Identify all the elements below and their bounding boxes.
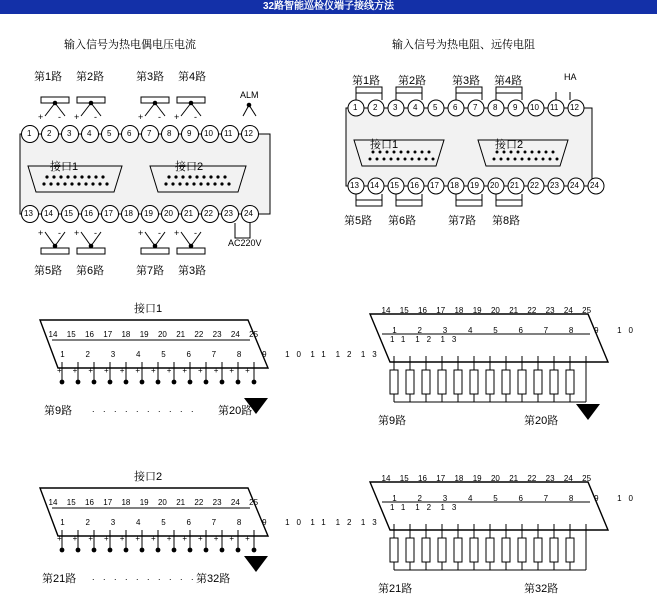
t: 10 [285,518,309,527]
t: 23 [545,306,555,315]
top-right-channel-8: 第8路 [492,215,521,227]
bottom-left-upper-row [45,498,262,507]
top-left-alm-label: ALM [240,90,259,100]
t: 25 [249,330,259,339]
top-left-channel-7: 第7路 [136,265,165,277]
mid-right-lower-row [390,326,657,344]
t: 9 [262,518,274,527]
t: 25 [582,306,592,315]
t: 16 [418,474,427,483]
t: 22 [527,306,537,315]
top-left-terminal: 22 [204,209,213,218]
t: 15 [66,498,76,507]
t: 16 [85,330,94,339]
t: 3 [442,326,455,335]
top-right-terminal: 23 [550,181,559,190]
top-right-channel-1: 第1路 [352,75,381,87]
t: 18 [454,474,464,483]
t: 22 [194,330,204,339]
t: 11 [310,350,333,359]
t: 17 [436,474,446,483]
t: 13 [440,335,464,344]
t: 1 [392,326,404,335]
top-left-terminal: 15 [64,209,73,218]
t: 17 [103,498,113,507]
mid-right-range-end: 第20路 [524,415,559,427]
top-right-terminal: 14 [370,181,379,190]
t: 3 [110,350,123,359]
top-left-channel-4: 第4路 [178,71,207,83]
t: 6 [518,494,530,503]
top-left-terminal: 23 [224,209,233,218]
t: 13 [440,503,464,512]
top-left-terminal: 18 [124,209,133,218]
t: 20 [490,306,500,315]
t: 12 [415,335,439,344]
t: 1 [60,350,72,359]
polarity-plus-5: + [38,228,44,238]
polarity-plus-6: + [74,228,80,238]
top-left-terminal: 9 [187,129,192,138]
top-right-terminal: 8 [493,103,498,112]
t: 23 [212,330,222,339]
t: 7 [211,350,224,359]
t: 9 [262,350,274,359]
top-right-terminal: 21 [510,181,519,190]
top-left-channel-5: 第5路 [34,265,63,277]
top-right-terminal: 7 [473,103,478,112]
t: 22 [194,498,204,507]
polarity-plus-2: + [74,112,80,122]
mid-left-range-start: 第9路 [44,405,73,417]
t: 20 [490,474,500,483]
top-right-connector-1-label: 接口1 [370,139,399,151]
t: 12 [335,350,359,359]
t: 2 [85,518,97,527]
top-left-terminal: 14 [44,209,53,218]
t: 24 [230,330,240,339]
t: 6 [186,518,198,527]
t: 23 [212,498,222,507]
t: 4 [467,326,480,335]
bottom-right-upper-row [378,474,595,483]
t: 8 [236,350,249,359]
mid-right-upper-row [378,306,595,315]
top-right-terminal: 5 [433,103,438,112]
t: 24 [230,498,240,507]
top-left-channel-8: 第3路 [178,265,207,277]
t: 14 [381,306,391,315]
t: 16 [85,498,94,507]
t: 19 [139,330,149,339]
polarity-plus-3: + [138,112,144,122]
top-right-terminal: 15 [390,181,399,190]
t: 18 [454,306,464,315]
t: 4 [135,518,148,527]
polarity-minus-3: - [158,112,161,122]
top-left-caption: 输入信号为热电偶电压电流 [64,39,196,51]
top-right-channel-7: 第7路 [448,215,477,227]
polarity-plus-4: + [174,112,180,122]
top-right-channel-2: 第2路 [398,75,427,87]
top-right-terminal: 12 [570,103,579,112]
t: 3 [442,494,455,503]
top-left-terminal: 21 [184,209,193,218]
top-left-terminal: 3 [67,129,72,138]
top-left-terminal: 4 [87,129,92,138]
top-left-terminal: 24 [244,209,253,218]
t: 2 [85,350,97,359]
page-title: 32路智能巡检仪端子接线方法 [0,0,657,14]
top-left-terminal: 19 [144,209,153,218]
t: 20 [157,330,167,339]
top-left-terminal: 2 [47,129,52,138]
t: 16 [418,306,427,315]
t: 25 [582,474,592,483]
t: 8 [568,494,581,503]
top-left-terminal: 16 [84,209,93,218]
t: 15 [399,306,409,315]
top-left-terminal: 17 [104,209,113,218]
t: 25 [249,498,259,507]
t: 2 [417,326,429,335]
bottom-right-diagram [340,468,640,593]
top-left-channel-2: 第2路 [76,71,105,83]
top-right-terminal: 19 [470,181,479,190]
bottom-right-range-end: 第32路 [524,583,559,595]
t: 5 [161,518,173,527]
t: 3 [110,518,123,527]
top-right-terminal: 2 [373,103,378,112]
t: 15 [399,474,409,483]
top-right-terminal: 20 [490,181,499,190]
t: 10 [285,350,309,359]
t: 22 [527,474,537,483]
mid-left-connector-label: 接口1 [134,303,163,315]
top-right-caption: 输入信号为热电阻、远传电阻 [392,39,535,51]
polarity-minus-4: - [194,112,197,122]
t: 11 [390,503,413,512]
top-right-terminal: 17 [430,181,439,190]
t: 13 [360,518,384,527]
top-right-channel-4: 第4路 [494,75,523,87]
top-right-ha-label: HA [564,72,577,82]
top-left-terminal: 8 [167,129,172,138]
top-left-channel-6: 第6路 [76,265,105,277]
polarity-minus-1: - [58,112,61,122]
mid-left-lower-row [58,350,384,359]
t: 19 [472,306,482,315]
t: 8 [236,518,249,527]
t: 14 [48,330,58,339]
t: 7 [543,494,556,503]
t: 12 [335,518,359,527]
bottom-left-connector-label: 接口2 [134,471,163,483]
t: 5 [161,350,173,359]
top-right-connector-2-label: 接口2 [495,139,524,151]
polarity-minus-2: - [94,112,97,122]
top-right-terminal: 3 [393,103,398,112]
top-left-terminal: 1 [27,129,32,138]
mid-right-diagram [340,300,640,425]
bottom-left-dots: . . . . . . . . . . [92,572,197,582]
top-left-channel-1: 第1路 [34,71,63,83]
t: 11 [310,518,333,527]
t: 21 [176,330,186,339]
t: 12 [415,503,439,512]
top-left-terminal: 10 [204,129,213,138]
polarity-plus-1: + [38,112,44,122]
t: 4 [467,494,480,503]
polarity-plus-8: + [174,228,180,238]
t: 19 [472,474,482,483]
top-left-power-label: AC220V [228,238,262,248]
mid-left-range-end: 第20路 [218,405,253,417]
polarity-minus-6: - [94,228,97,238]
top-right-terminal: 1 [353,103,358,112]
mid-left-plus-row: +++++++++++++ [57,366,261,375]
top-left-terminal: 11 [224,129,233,138]
t: 10 [617,494,641,503]
polarity-minus-7: - [158,228,161,238]
top-right-channel-6: 第6路 [388,215,417,227]
t: 7 [211,518,224,527]
top-left-connector-1-label: 接口1 [50,161,79,173]
mid-left-upper-row [45,330,262,339]
top-right-terminal: 10 [530,103,539,112]
top-right-terminal: 13 [350,181,359,190]
top-right-terminal: 16 [410,181,419,190]
t: 10 [617,326,641,335]
t: 17 [436,306,446,315]
t: 11 [390,335,413,344]
mid-left-dots: . . . . . . . . . . [92,404,197,414]
bottom-left-lower-row [58,518,384,527]
top-right-terminal: 11 [550,103,559,112]
top-right-terminal-24: 24 [590,181,599,190]
t: 20 [157,498,167,507]
t: 24 [563,474,573,483]
t: 14 [48,498,58,507]
bottom-right-range-start: 第21路 [378,583,413,595]
top-right-channel-3: 第3路 [452,75,481,87]
top-left-terminal: 6 [127,129,132,138]
t: 5 [493,326,505,335]
t: 1 [392,494,404,503]
top-right-terminal: 18 [450,181,459,190]
t: 9 [594,494,606,503]
t: 13 [360,350,384,359]
polarity-minus-8: - [194,228,197,238]
mid-right-range-start: 第9路 [378,415,407,427]
top-left-terminal: 12 [244,129,253,138]
t: 9 [594,326,606,335]
polarity-minus-5: - [58,228,61,238]
t: 24 [563,306,573,315]
t: 6 [186,350,198,359]
bottom-right-lower-row [390,494,657,512]
t: 15 [66,330,76,339]
top-right-terminal: 22 [530,181,539,190]
t: 23 [545,474,555,483]
t: 2 [417,494,429,503]
bottom-left-plus-row: +++++++++++++ [57,534,261,543]
t: 19 [139,498,149,507]
t: 5 [493,494,505,503]
t: 21 [509,306,519,315]
polarity-plus-7: + [138,228,144,238]
t: 18 [121,498,131,507]
top-right-channel-5: 第5路 [344,215,373,227]
t: 6 [518,326,530,335]
t: 1 [60,518,72,527]
top-right-terminal: 9 [513,103,518,112]
t: 7 [543,326,556,335]
bottom-left-range-start: 第21路 [42,573,77,585]
top-left-terminal: 5 [107,129,112,138]
top-right-terminal: 4 [413,103,418,112]
t: 8 [568,326,581,335]
top-left-channel-3: 第3路 [136,71,165,83]
top-right-terminal: 24 [570,181,579,190]
top-right-terminal: 6 [453,103,458,112]
top-left-terminal: 20 [164,209,173,218]
top-left-connector-2-label: 接口2 [175,161,204,173]
bottom-left-range-end: 第32路 [196,573,231,585]
top-left-terminal: 7 [147,129,152,138]
top-left-terminal: 13 [24,209,33,218]
t: 18 [121,330,131,339]
t: 14 [381,474,391,483]
t: 21 [176,498,186,507]
t: 17 [103,330,113,339]
t: 21 [509,474,519,483]
t: 4 [135,350,148,359]
